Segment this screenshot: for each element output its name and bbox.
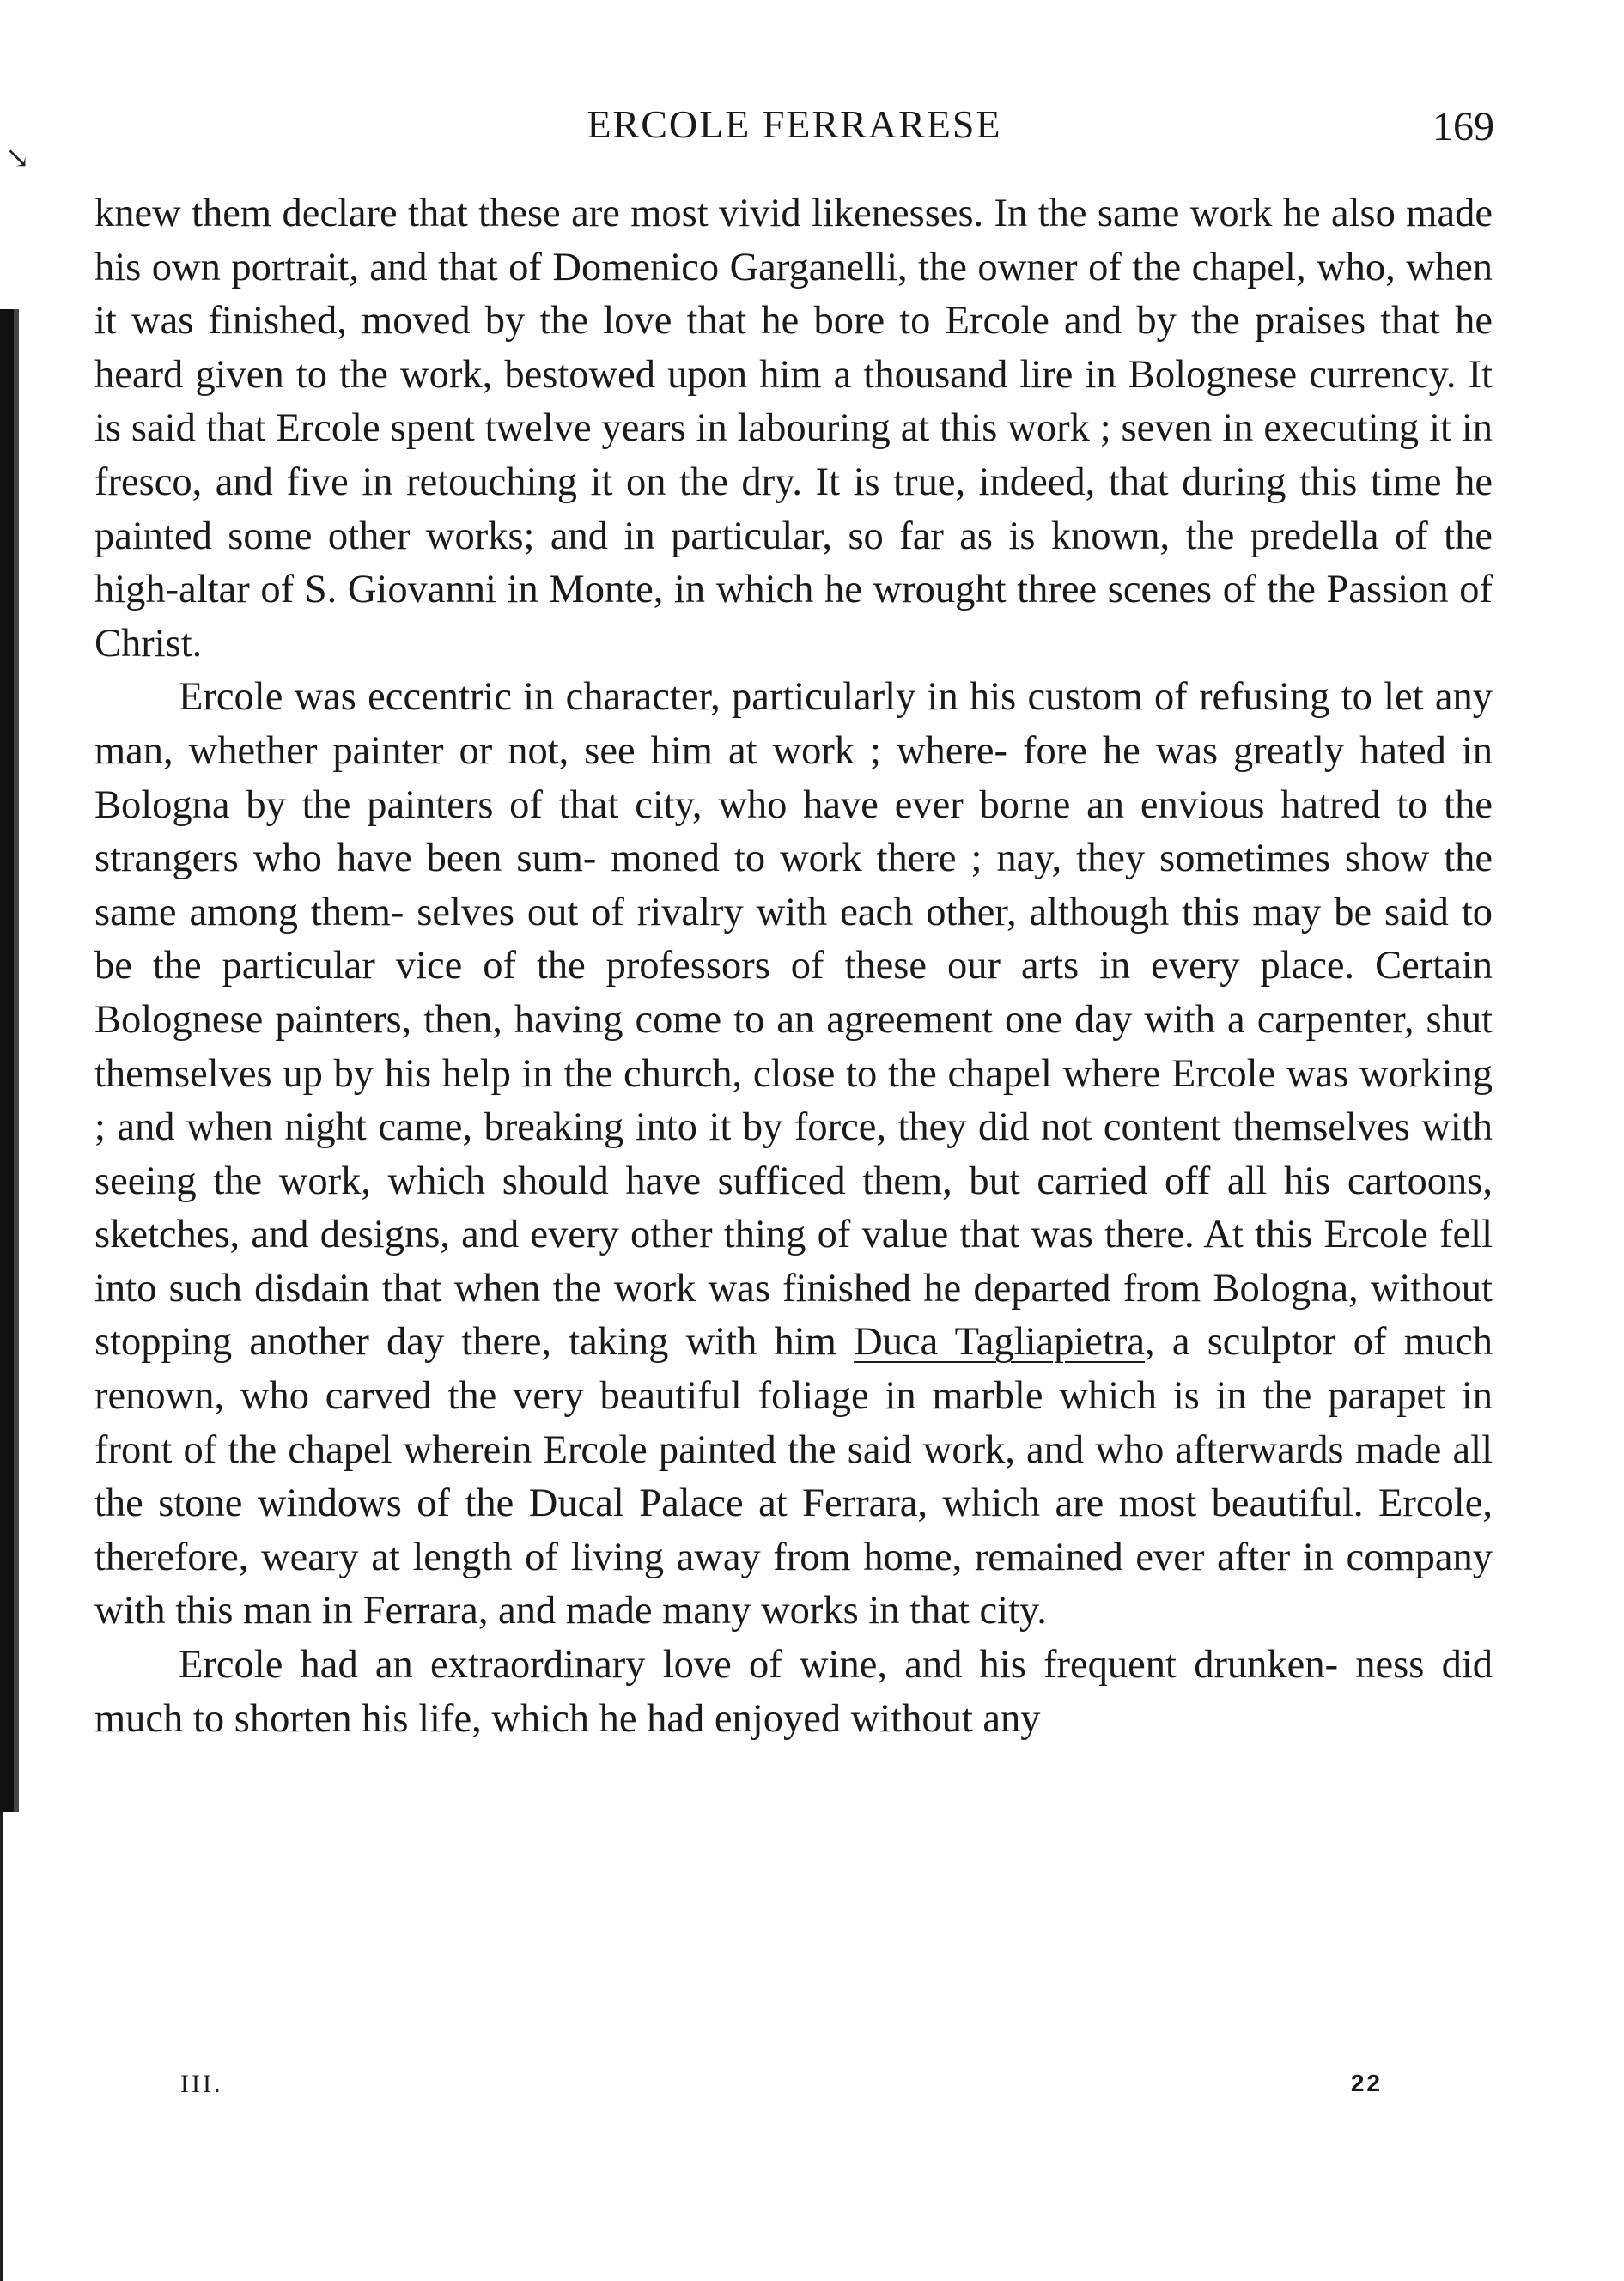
binding-edge-shadow [0, 309, 14, 1812]
binding-edge-shadow-inner [14, 309, 19, 1812]
margin-mark-icon: ↘ [5, 143, 30, 174]
page-number: 169 [1432, 104, 1494, 149]
paragraph-2-line: and designs, and every other thing of value that was there. At this [251, 1213, 1324, 1257]
paragraph-1-line: in Monte, in which he wrought three scenes of the Passion of Christ. [94, 568, 1493, 666]
paragraph-1-line: the love that he bore to Ercole and by the praises that he heard given to [94, 299, 1493, 397]
paragraph-2-line: fore he was greatly hated in Bologna by the painters of that city, who [94, 728, 1493, 827]
paragraph-3-line: ness did much to shorten his life, which he had enjoyed without any [94, 1643, 1493, 1741]
paragraph-2-line: in that city. [868, 1589, 1047, 1633]
paragraph-2-line: , a sculptor of much renown, who carved the very beautiful [94, 1320, 1493, 1419]
paragraph-2-line: windows of the Ducal Palace at Ferrara, which are most beautiful. [257, 1481, 1379, 1526]
paragraph-1-line: the work, bestowed upon him a thousand lire in Bolognese currency. [339, 352, 1469, 397]
paragraph-3-line: Ercole had an extraordinary love of wine, and his frequent drunken- [179, 1643, 1356, 1688]
paragraph-2-line: carpenter, shut themselves up by his help in the church, close to the [94, 997, 1493, 1096]
paragraph-2-line: it by force, they did not content themselves with seeing the work, which [94, 1105, 1493, 1203]
paragraph-2-line: Ercole fell into such disdain that when the work was finished he departed [94, 1213, 1493, 1311]
binding-edge-lower [0, 1812, 3, 2281]
paragraph-2-line: refusing to let any man, whether painter or not, see him at work ; where- [94, 675, 1493, 773]
paragraph-1 [94, 187, 1493, 671]
paragraph-2-line: Ercole was eccentric in character, particularly in his custom of [179, 675, 1200, 720]
paragraph-1-line: in executing it in fresco, and five in retouching it on the dry. It is true, [94, 406, 1493, 504]
paragraph-2-line: should have sufficed them, but carried off all his cartoons, sketches, [94, 1159, 1493, 1257]
paragraph-1-line: same work he also made his own portrait, and that of Domenico [94, 192, 1493, 289]
paragraph-2-line: chapel where Ercole was working ; and when night came, breaking into [94, 1051, 1493, 1150]
signature-mark: III. [180, 2070, 223, 2098]
paragraph-2-line: foliage in marble which is in the parapet in front of the chapel wherein [94, 1374, 1493, 1472]
paragraph-2 [94, 671, 1493, 1639]
page-footer [180, 2070, 1383, 2104]
body-text [94, 187, 1493, 1746]
paragraph-2-line: Ercole painted the said work, and who afterwards made all the stone [94, 1427, 1493, 1526]
paragraph-2-line: from Bologna, without stopping another day there, taking with him [94, 1266, 1493, 1365]
paragraph-2-line: selves out of rivalry with each other, although this may be said to be the [94, 890, 1493, 988]
paragraph-1-line: knew them declare that these are most vivid likenesses. In the [94, 192, 1098, 235]
running-title: ERCOLE FERRARESE [587, 102, 1002, 146]
paragraph-2-line: Ercole, therefore, weary at length of living away from home, remained [94, 1481, 1493, 1579]
paragraph-3 [94, 1639, 1493, 1746]
paragraph-2-line: have ever borne an envious hatred to the strangers who have been sum- [94, 782, 1493, 881]
paragraph-2-line: particular vice of the professors of these our arts in every place. Certain [222, 944, 1493, 988]
paragraph-1-line: particular, so far as is known, the predella of the high-altar of S. Giovanni [94, 514, 1493, 612]
paragraph-2-line: ever after in company with this man in Ferrara, and made many works [94, 1535, 1493, 1633]
underlined-name: Duca Tagliapietra [854, 1320, 1145, 1365]
paragraph-1-line: Garganelli, the owner of the chapel, who, when it was finished, moved by [94, 245, 1493, 344]
paragraph-1-line: It is said that Ercole spent twelve years in labouring at this work ; seven [94, 352, 1493, 451]
sheet-number: 22 [1350, 2070, 1383, 2096]
paragraph-2-line: Bolognese painters, then, having come to an agreement one day with a [94, 997, 1257, 1042]
paragraph-2-line: moned to work there ; nay, they sometimes show the same among them- [94, 836, 1493, 934]
running-head [94, 101, 1494, 161]
paragraph-1-line: indeed, that during this time he painted some other works; and in [94, 459, 1493, 558]
